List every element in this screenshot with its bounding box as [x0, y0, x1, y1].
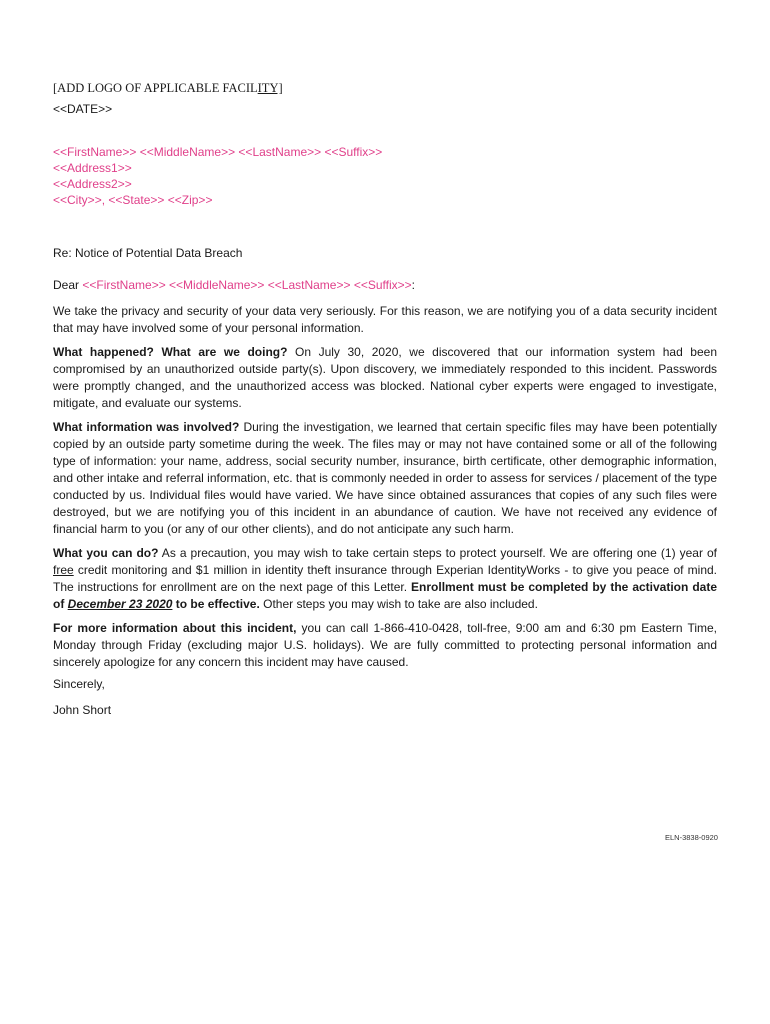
address1-line: <<Address1>> — [53, 161, 132, 175]
salutation-suffix: : — [411, 278, 415, 292]
what-you-can-do-heading: What you can do? — [53, 546, 159, 560]
what-happened-text: On July 30, 2020, we discovered that our information system had been compromised by an unauthorized outside party(s). Upon discovery, we immediately responded to this incident. Passwords were promptly changed, and the unauthorized access was blocked. National cyber experts were engaged to investigate, mitigate, and evaluate our systems. — [53, 345, 717, 410]
what-you-can-do-text-3: Other steps you may wish to take are also included. — [259, 597, 538, 611]
signer-name: John Short — [53, 703, 112, 717]
logo-placeholder — [53, 81, 283, 96]
what-you-can-do-text-2: credit monitoring and $1 million in identity theft insurance through Experian IdentityWorks - to give you peace of mind. The instructions for enrollment are on the next page of this Letter. — [53, 563, 717, 594]
document-code: ELN-3838-0920 — [665, 833, 718, 842]
more-info-text: you can call 1-866-410-0428, toll-free, 9:00 am and 6:30 pm Eastern Time, Monday through Friday (excluding major U.S. holidays). We are fully committed to protecting personal information and sincerely apologize for any concern this incident may have caused. — [53, 621, 718, 669]
what-info-text: During the investigation, we learned that certain specific files may have been potentially copied by an outside party sometime during the week. The files may or may not have contained some or all of the following type of information: your name, address, social security number, insurance, birth certificate, other demographic information, and other intake and referral information, etc. that is commonly needed in order to assess for services / placement of the type conducted by us. Individual files would have varied. We have since obtained assurances that copies of any such files were destroyed, but we are notifying you of this incident in an abundance of caution. We have not received any evidence of financial harm to you (or any of our other clients), and do not anticipate any such harm. — [53, 420, 717, 536]
recipient-name-line: <<FirstName>> <<MiddleName>> <<LastName>> <<Suffix>> — [53, 145, 383, 159]
what-info-paragraph — [53, 419, 717, 538]
subject-line: Re: Notice of Potential Data Breach — [53, 246, 243, 260]
date-field: <<DATE>> — [53, 102, 113, 116]
activation-date: December 23 2020 — [67, 597, 173, 611]
letter-body — [53, 303, 717, 678]
salutation — [53, 278, 415, 292]
address2-line: <<Address2>> — [53, 177, 132, 191]
intro-paragraph: We take the privacy and security of your data very seriously. For this reason, we are notifying you of a data security incident that may have involved some of your personal information. — [53, 304, 717, 335]
what-happened-heading: What happened? What are we doing? — [53, 345, 288, 359]
what-happened-paragraph — [53, 344, 717, 412]
logo-placeholder-text-underlined: ITY] — [257, 81, 283, 95]
what-you-can-do-text-1: As a precaution, you may wish to take certain steps to protect yourself. We are offering one (1) year of — [158, 546, 717, 560]
effective-notice: to be effective. — [172, 597, 260, 611]
free-word: free — [53, 563, 74, 577]
salutation-name: <<FirstName>> <<MiddleName>> <<LastName>> <<Suffix>> — [82, 278, 412, 292]
enrollment-notice: Enrollment must be completed by the activation date of — [53, 580, 718, 611]
what-you-can-do-paragraph — [53, 545, 717, 613]
more-info-paragraph — [53, 620, 717, 671]
closing: Sincerely, — [53, 677, 105, 691]
recipient-address — [53, 144, 382, 208]
salutation-prefix: Dear — [53, 278, 83, 292]
city-state-zip-line: <<City>>, <<State>> <<Zip>> — [53, 193, 213, 207]
what-info-heading: What information was involved? — [53, 420, 240, 434]
logo-placeholder-text: [ADD LOGO OF APPLICABLE FACIL — [53, 81, 258, 95]
more-info-heading: For more information about this incident, — [53, 621, 297, 635]
